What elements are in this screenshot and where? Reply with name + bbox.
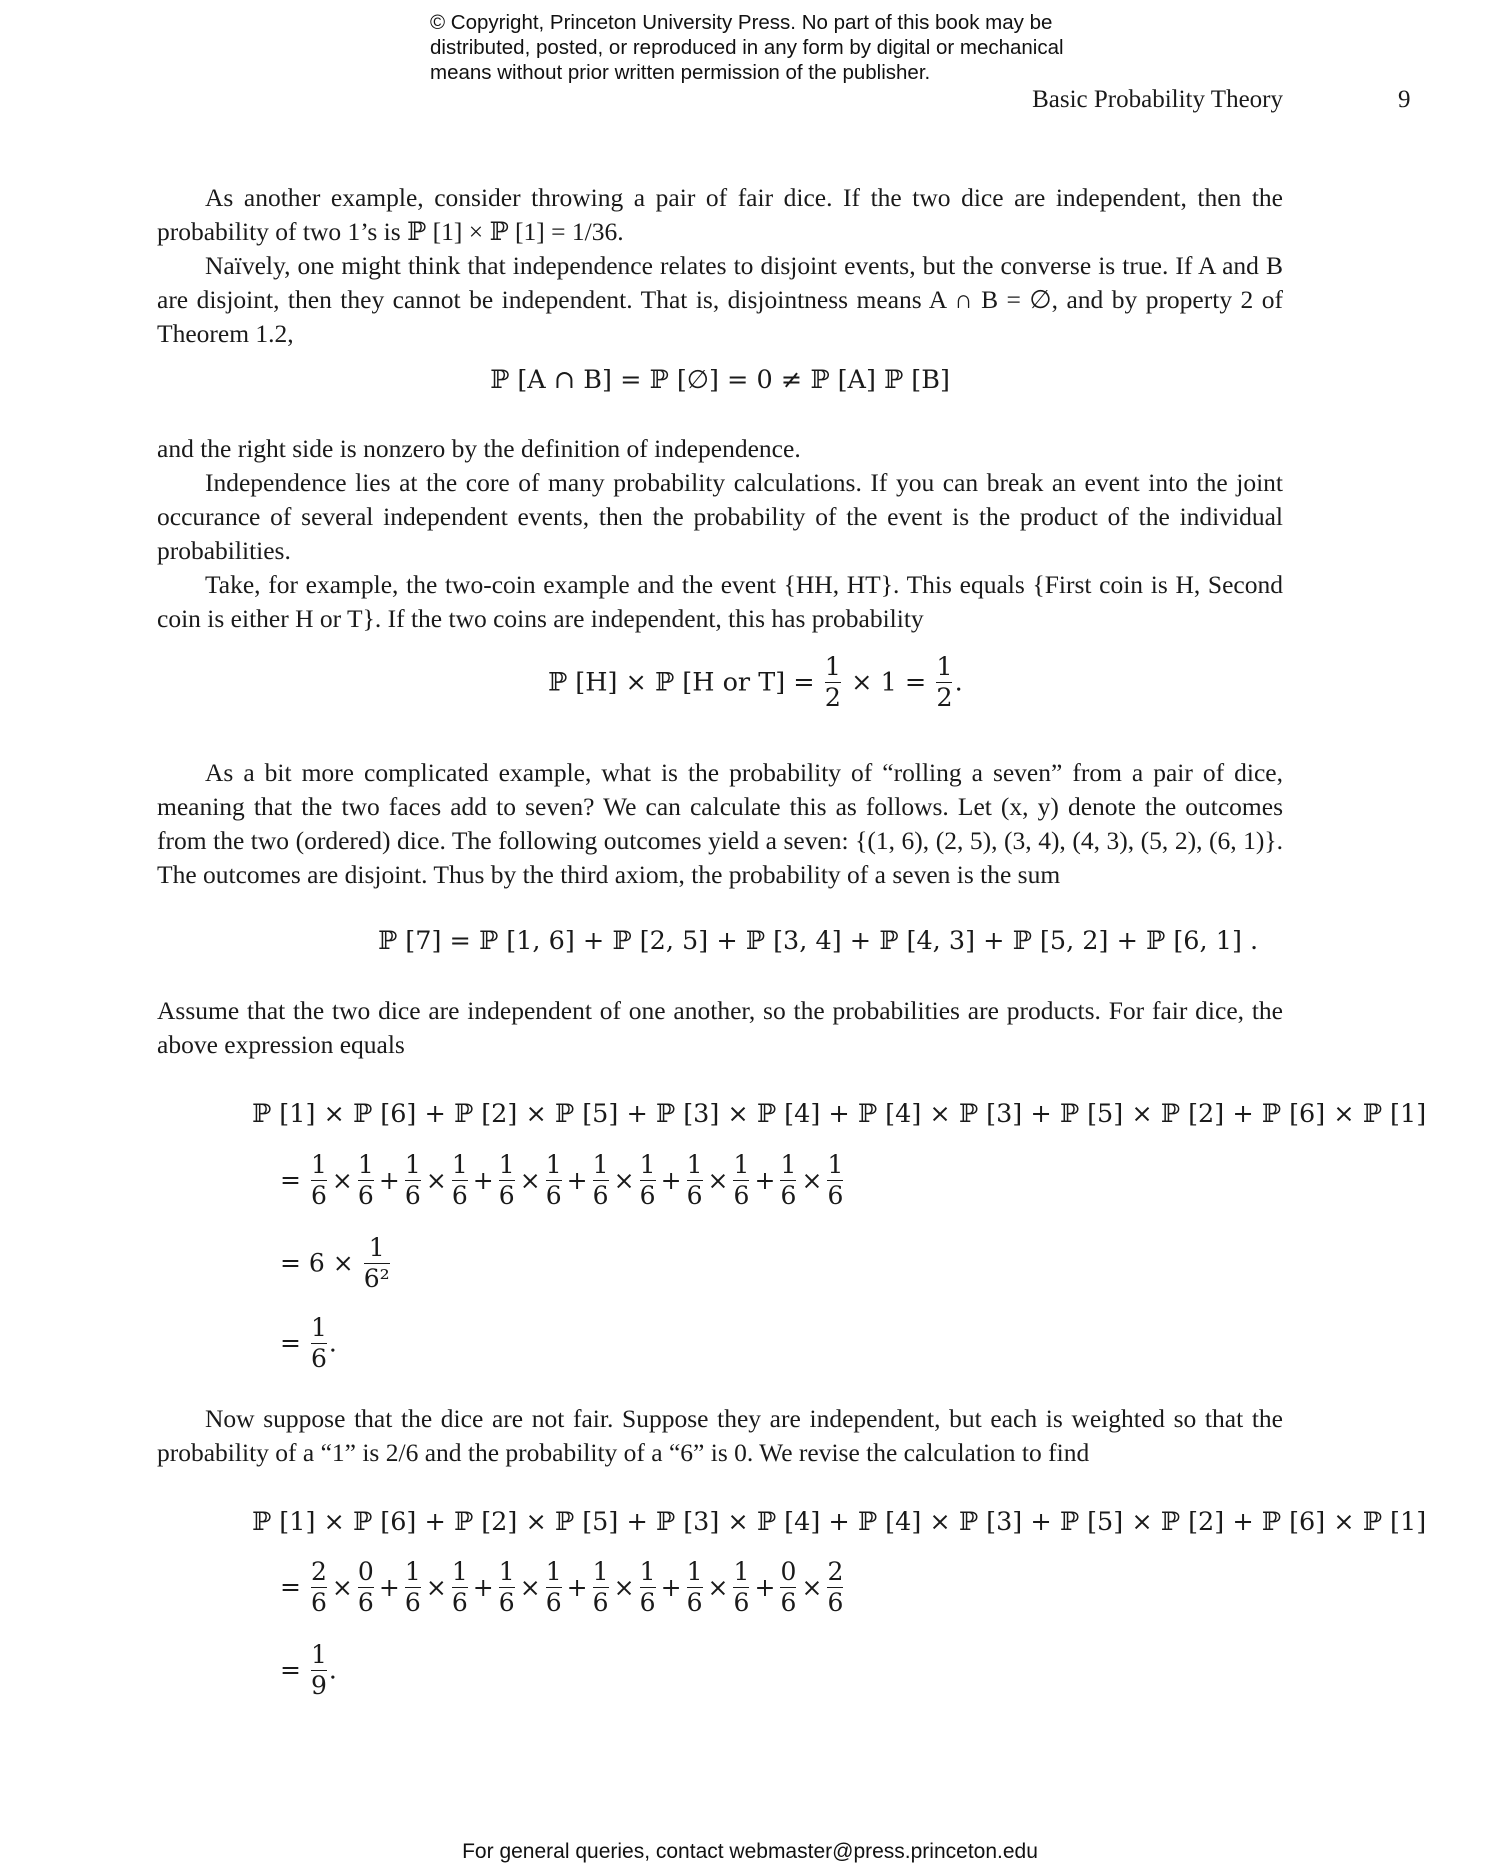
copyright-line: means without prior written permission of the publisher. [430, 61, 931, 84]
fraction: $\frac{1}{6}$ [498, 1150, 515, 1210]
footer: For general queries, contact webmaster@press.princeton.edu [462, 1840, 1038, 1863]
copyright-line: © Copyright, Princeton University Press. No part of this book may be [430, 11, 1053, 34]
paragraph: Naïvely, one might think that independence relates to disjoint events, but the converse is true. If A and B are disjoint, then they cannot be independent. That is, disjointness means A ∩ B = ∅, and by property 2 of Theorem 1.2, [157, 251, 1283, 348]
paragraph: Independence lies at the core of many probability calculations. If you can break an event into the joint occurance of several independent events, then the probability of the event is the product of the individual probabilities. [157, 468, 1283, 565]
fraction: $\frac{1}{6}$ [686, 1150, 703, 1210]
equation: ℙ [1] × ℙ [6] + ℙ [2] × ℙ [5] + ℙ [3] × ℙ [4] + ℙ [4] × ℙ [3] + ℙ [5] × ℙ [2] + ℙ [6] × ℙ [1] [252, 1099, 1427, 1129]
fraction: $\frac{1}{6}$ [592, 1557, 609, 1617]
equation-line: = $\frac{1}{9}$ . [280, 1640, 337, 1700]
fraction: $\frac{1}{6}$ [451, 1150, 468, 1210]
fraction: $\frac{1}{\text{6²}}$ [363, 1233, 390, 1293]
fraction: $\frac{1}{6}$ [733, 1557, 750, 1617]
fraction: $\frac{1}{2}$ [936, 652, 953, 713]
fraction-row: = $\frac{2}{6}$ × $\frac{0}{6}$ + $\frac{1}{6}$ × $\frac{1}{6}$ + $\frac{1}{6}$ × $\frac{1}{6}$ + $\frac{1}{6}$ × $\frac{1}{6}$ + $\frac{1}{6}$ × $\frac{1}{6}$ + $\frac{0}{6}$ × $\frac{2}{6}$ [280, 1557, 844, 1617]
fraction-row: = $\frac{1}{6}$ × $\frac{1}{6}$ + $\frac{1}{6}$ × $\frac{1}{6}$ + $\frac{1}{6}$ × $\frac{1}{6}$ + $\frac{1}{6}$ × $\frac{1}{6}$ + $\frac{1}{6}$ × $\frac{1}{6}$ + $\frac{1}{6}$ × $\frac{1}{6}$ [280, 1150, 844, 1210]
equation-line: = $\frac{1}{6}$ . [280, 1313, 337, 1373]
fraction: $\frac{1}{6}$ [733, 1150, 750, 1210]
fraction: $\frac{1}{6}$ [451, 1557, 468, 1617]
fraction: $\frac{2}{6}$ [827, 1557, 844, 1617]
fraction: $\frac{1}{6}$ [310, 1313, 327, 1373]
fraction: $\frac{1}{6}$ [545, 1150, 562, 1210]
fraction: $\frac{1}{6}$ [404, 1150, 421, 1210]
equation-part: = 6 × [280, 1248, 354, 1278]
copyright-notice [430, 10, 1130, 85]
fraction: $\frac{1}{9}$ [310, 1640, 327, 1700]
fraction: $\frac{1}{6}$ [686, 1557, 703, 1617]
equation-part: ℙ [H] × ℙ [H or T] = [548, 667, 815, 698]
equation: ℙ [7] = ℙ [1, 6] + ℙ [2, 5] + ℙ [3, 4] + ℙ [4, 3] + ℙ [5, 2] + ℙ [6, 1] . [378, 926, 1259, 956]
equation-coin: ℙ [H] × ℙ [H or T] = $\frac{1}{2}$ × 1 = $\frac{1}{2}$ . [548, 652, 963, 713]
fraction: $\frac{1}{6}$ [357, 1150, 374, 1210]
fraction: $\frac{1}{6}$ [545, 1557, 562, 1617]
paragraph: Now suppose that the dice are not fair. Suppose they are independent, but each is weighted so that the probability of a “1” is 2/6 and the probability of a “6” is 0. We revise the calculation to find [157, 1404, 1283, 1467]
fraction: $\frac{1}{6}$ [498, 1557, 515, 1617]
paragraph: As another example, consider throwing a pair of fair dice. If the two dice are independent, then the probability of two 1’s is ℙ [1] × ℙ [1] = 1/36. [157, 183, 1283, 246]
paragraph: As a bit more complicated example, what is the probability of “rolling a seven” from a pair of dice, meaning that the two faces add to seven? We can calculate this as follows. Let (x, y) denote the outcomes from the two (ordered) dice. The following outcomes yield a seven: {(1, 6), (2, 5), (3, 4), (4, 3), (5, 2), (6, 1)}. The outcomes are disjoint. Thus by the third axiom, the probability of a seven is the sum [157, 758, 1283, 889]
equation: ℙ [A ∩ B] = ℙ [∅] = 0 ≠ ℙ [A] ℙ [B] [490, 365, 950, 395]
page-number: 9 [1398, 86, 1411, 113]
equation-part: × 1 = [851, 667, 927, 698]
fraction: $\frac{1}{6}$ [310, 1150, 327, 1210]
fraction: $\frac{2}{6}$ [310, 1557, 327, 1617]
paragraph: Take, for example, the two-coin example and the event {HH, HT}. This equals {First coin is H, Second coin is either H or T}. If the two coins are independent, this has probability [157, 570, 1283, 633]
paragraph: and the right side is nonzero by the definition of independence. [157, 434, 801, 463]
equation-line [280, 1233, 392, 1294]
paragraph: Assume that the two dice are independent of one another, so the probabilities are products. For fair dice, the above expression equals [157, 996, 1283, 1059]
fraction: $\frac{1}{6}$ [827, 1150, 844, 1210]
copyright-line: distributed, posted, or reproduced in any form by digital or mechanical [430, 36, 1064, 59]
fraction: $\frac{1}{6}$ [592, 1150, 609, 1210]
equation: ℙ [1] × ℙ [6] + ℙ [2] × ℙ [5] + ℙ [3] × ℙ [4] + ℙ [4] × ℙ [3] + ℙ [5] × ℙ [2] + ℙ [6] × ℙ [1] [252, 1507, 1427, 1537]
fraction: $\frac{1}{6}$ [404, 1557, 421, 1617]
fraction: $\frac{1}{6}$ [639, 1150, 656, 1210]
fraction: $\frac{1}{2}$ [824, 652, 841, 713]
fraction: $\frac{1}{6}$ [639, 1557, 656, 1617]
fraction: $\frac{1}{6}$ [780, 1150, 797, 1210]
running-head: Basic Probability Theory [1032, 86, 1283, 113]
fraction: $\frac{0}{6}$ [357, 1557, 374, 1617]
fraction: $\frac{0}{6}$ [780, 1557, 797, 1617]
